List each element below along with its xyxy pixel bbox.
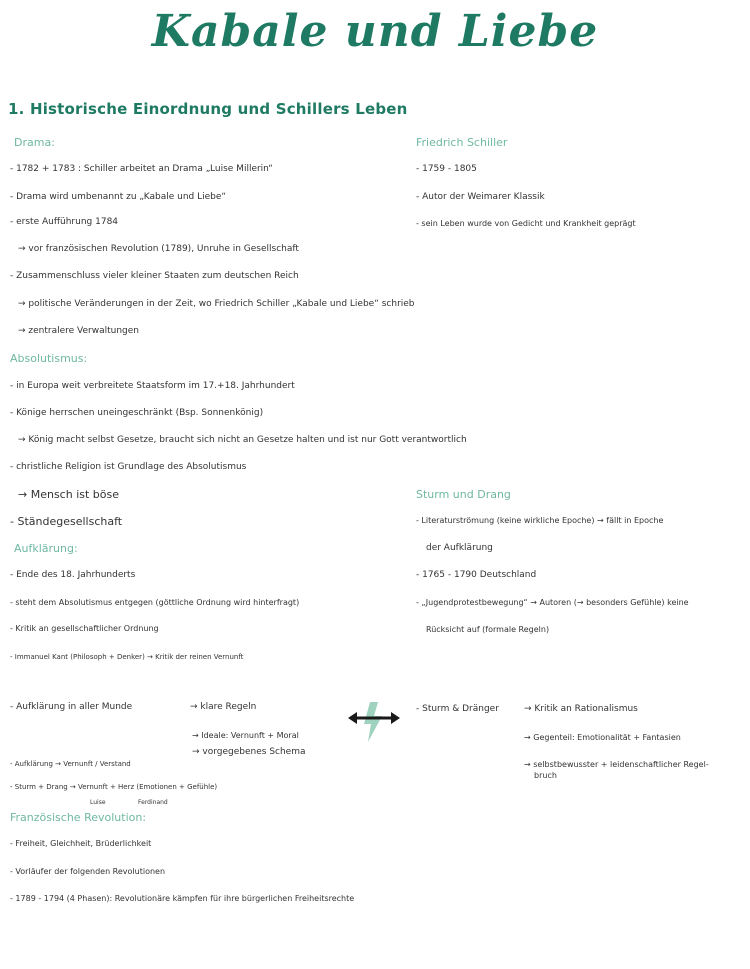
aufklaerung-line: - steht dem Absolutismus entgegen (göttliche Ordnung wird hinterfragt) (10, 598, 300, 607)
section-heading: 1. Historische Einordnung und Schillers Leben (8, 100, 408, 118)
compare-left-main: - Aufklärung in aller Munde (10, 702, 133, 712)
absolutismus-line: - christliche Religion ist Grundlage des Absolutismus (10, 462, 247, 472)
drama-heading: Drama: (14, 136, 55, 149)
compare-left-arrow: → Ideale: Vernunft + Moral (192, 731, 299, 740)
revolution-heading: Französische Revolution: (10, 811, 147, 824)
drama-line: - erste Aufführung 1784 (10, 217, 119, 227)
absolutismus-line: - Könige herrschen uneingeschränkt (Bsp. Sonnenkönig) (10, 408, 264, 418)
sturm-line: Rücksicht auf (formale Regeln) (426, 625, 550, 634)
absolutismus-line: → Mensch ist böse (18, 488, 119, 501)
compare-name: Ferdinand (138, 799, 168, 806)
page-title: Kabale und Liebe (151, 6, 599, 57)
aufklaerung-heading: Aufklärung: (14, 542, 78, 555)
compare-right-arrow: → selbstbewusster + leidenschaftlicher Regel- (524, 760, 709, 769)
drama-line: → politische Veränderungen in der Zeit, wo Friedrich Schiller „Kabale und Liebe“ schrieb (18, 299, 415, 309)
revolution-line: - 1789 - 1794 (4 Phasen): Revolutionäre kämpfen für ihre bürgerlichen Freiheitsrechte (10, 894, 355, 903)
sturm-line: - Literaturströmung (keine wirkliche Epoche) → fällt in Epoche (416, 516, 664, 525)
sturm-line: - 1765 - 1790 Deutschland (416, 570, 537, 580)
schiller-line: - sein Leben wurde von Gedicht und Krankheit geprägt (416, 219, 636, 228)
aufklaerung-line: - Kritik an gesellschaftlicher Ordnung (10, 624, 159, 633)
drama-line: - 1782 + 1783 : Schiller arbeitet an Drama „Luise Millerin“ (10, 164, 273, 174)
revolution-line: - Freiheit, Gleichheit, Brüderlichkeit (10, 839, 152, 848)
drama-line: → vor französischen Revolution (1789), Unruhe in Gesellschaft (18, 244, 299, 254)
schiller-line: - 1759 - 1805 (416, 164, 477, 174)
aufklaerung-line: - Ende des 18. Jahrhunderts (10, 570, 136, 580)
compare-left-small: - Sturm + Drang → Vernunft + Herz (Emotionen + Gefühle) (10, 783, 218, 791)
absolutismus-line: - in Europa weit verbreitete Staatsform im 17.+18. Jahrhundert (10, 381, 295, 391)
compare-right-arrow: → Gegenteil: Emotionalität + Fantasien (524, 733, 681, 742)
compare-right-arrow: bruch (534, 771, 557, 780)
compare-left-arrow: → vorgegebenes Schema (192, 747, 306, 757)
bolt-arrow-icon (346, 700, 402, 744)
compare-left-arrow: → klare Regeln (190, 702, 257, 712)
sturm-heading: Sturm und Drang (416, 488, 511, 501)
aufklaerung-line: - Immanuel Kant (Philosoph + Denker) → Kritik der reinen Vernunft (10, 653, 244, 661)
sturm-line: - „Jugendprotestbewegung“ → Autoren (→ besonders Gefühle) keine (416, 598, 689, 607)
absolutismus-line: → König macht selbst Gesetze, braucht sich nicht an Gesetze halten und ist nur Gott verantwortlich (18, 435, 467, 445)
absolutismus-line: - Ständegesellschaft (10, 515, 123, 528)
compare-right-arrow: → Kritik an Rationalismus (524, 704, 638, 714)
drama-line: → zentralere Verwaltungen (18, 326, 140, 336)
sturm-line: der Aufklärung (426, 543, 493, 553)
drama-line: - Zusammenschluss vieler kleiner Staaten zum deutschen Reich (10, 271, 299, 281)
schiller-line: - Autor der Weimarer Klassik (416, 192, 545, 202)
schiller-heading: Friedrich Schiller (416, 136, 508, 149)
absolutismus-heading: Absolutismus: (10, 352, 88, 365)
compare-name: Luise (90, 799, 106, 806)
compare-left-small: - Aufklärung → Vernunft / Verstand (10, 760, 131, 768)
compare-right-main: - Sturm & Dränger (416, 704, 499, 714)
drama-line: - Drama wird umbenannt zu „Kabale und Liebe“ (10, 192, 227, 202)
revolution-line: - Vorläufer der folgenden Revolutionen (10, 867, 166, 876)
